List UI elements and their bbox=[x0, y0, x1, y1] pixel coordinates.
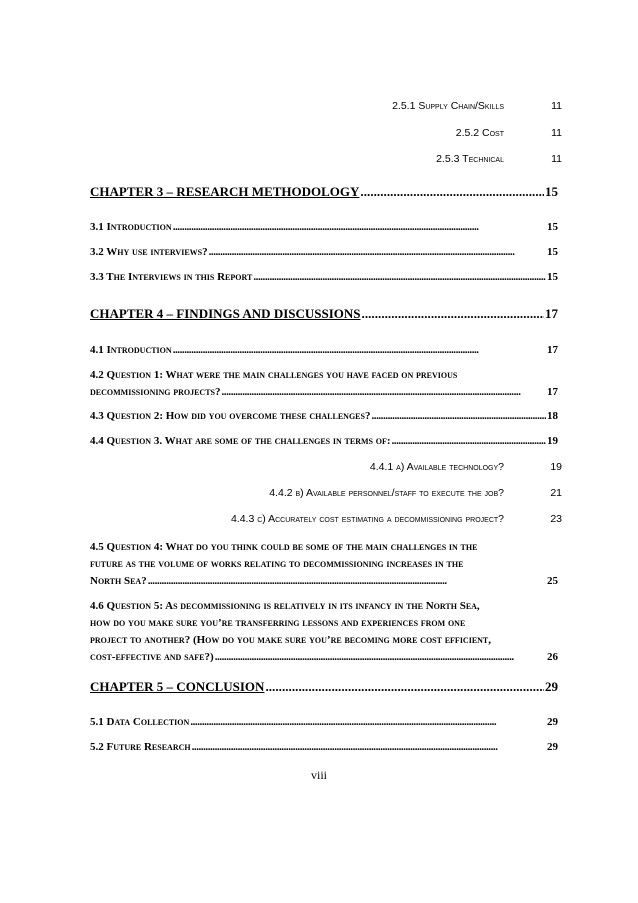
toc-entry-page: 17 bbox=[547, 386, 558, 398]
leader-dots bbox=[253, 271, 546, 283]
toc-entry-page: 15 bbox=[545, 184, 558, 199]
toc-entry-2-5-3[interactable] bbox=[436, 153, 562, 169]
toc-entry-label-line: how do you make sure you’re transferring lessons and experiences from one bbox=[90, 617, 466, 629]
toc-entry-label: 5.1 Data Collection bbox=[90, 716, 190, 728]
toc-section-4-3[interactable] bbox=[90, 410, 558, 422]
toc-entry-label-line: project to another? (How do you make sure you’re becoming more cost efficient, bbox=[90, 634, 492, 646]
toc-entry-label-line: 4.5 Question 4: What do you think could be some of the main challenges in the bbox=[90, 541, 478, 553]
toc-entry-label: 2.5.1 Supply Chain/Skills bbox=[392, 100, 504, 112]
leader-dots bbox=[173, 344, 546, 356]
toc-entry-page: 18 bbox=[547, 410, 558, 422]
toc-entry-label-line: 4.2 Question 1: What were the main challenges you have faced on previous bbox=[90, 369, 458, 381]
toc-entry-page: 19 bbox=[547, 435, 558, 447]
toc-entry-label: CHAPTER 5 – CONCLUSION bbox=[90, 679, 265, 694]
toc-entry-label-line: cost-effective and safe?) bbox=[90, 651, 214, 663]
toc-entry-label: 4.3 Question 2: How did you overcome these challenges? bbox=[90, 410, 371, 422]
toc-entry-label: CHAPTER 3 – RESEARCH METHODOLOGY bbox=[90, 184, 360, 199]
toc-chapter-5[interactable] bbox=[90, 679, 558, 695]
toc-entry-page: 26 bbox=[547, 651, 558, 663]
leader-dots bbox=[265, 679, 544, 695]
toc-entry-label: 3.2 Why use interviews? bbox=[90, 246, 208, 258]
leader-dots bbox=[192, 741, 546, 753]
leader-dots bbox=[190, 716, 546, 728]
toc-entry-page: 15 bbox=[547, 221, 558, 233]
toc-section-3-1[interactable] bbox=[90, 221, 558, 233]
toc-entry-label: 4.4 Question 3. What are some of the challenges in terms of: bbox=[90, 435, 391, 447]
toc-entry-4-4-3[interactable] bbox=[231, 513, 562, 529]
leader-dots bbox=[222, 384, 547, 401]
toc-entry-page: 29 bbox=[547, 716, 558, 728]
toc-entry-label: 4.4.2 b) Available personnel/staff to execute the job? bbox=[269, 487, 504, 499]
toc-entry-label: 3.1 Introduction bbox=[90, 221, 172, 233]
toc-entry-2-5-1[interactable] bbox=[392, 100, 562, 116]
leader-dots bbox=[362, 306, 544, 322]
toc-entry-page: 15 bbox=[547, 246, 558, 258]
toc-entry-label: 4.4.3 c) Accurately cost estimating a decommissioning project? bbox=[230, 513, 504, 525]
toc-entry-4-4-1[interactable] bbox=[370, 461, 562, 477]
toc-chapter-4[interactable] bbox=[90, 306, 558, 322]
toc-entry-page: 11 bbox=[551, 153, 562, 165]
toc-entry-label-line: future as the volume of works relating to decommissioning increases in the bbox=[90, 558, 464, 570]
toc-entry-label: CHAPTER 4 – FINDINGS AND DISCUSSIONS bbox=[90, 306, 361, 321]
toc-entry-label-line: 4.6 Question 5: As decommissioning is relatively in its infancy in the North Sea, bbox=[90, 600, 480, 612]
toc-entry-page: 19 bbox=[550, 461, 562, 473]
toc-entry-label: 3.3 The Interviews in this Report bbox=[90, 271, 253, 283]
toc-entry-label: 4.4.1 a) Available technology? bbox=[369, 461, 504, 473]
toc-entry-page: 15 bbox=[547, 271, 558, 283]
toc-chapter-3[interactable] bbox=[90, 184, 558, 200]
leader-dots bbox=[173, 221, 546, 233]
leader-dots bbox=[209, 246, 546, 258]
toc-entry-page: 25 bbox=[547, 575, 558, 587]
toc-entry-page: 29 bbox=[547, 741, 558, 753]
toc-entry-page: 11 bbox=[551, 127, 562, 139]
leader-dots bbox=[371, 410, 546, 422]
toc-entry-label: 5.2 Future Research bbox=[90, 741, 191, 753]
toc-entry-label-line: North Sea? bbox=[90, 575, 147, 587]
toc-entry-page: 21 bbox=[550, 487, 562, 499]
toc-section-3-3[interactable] bbox=[90, 271, 558, 283]
toc-entry-page: 23 bbox=[550, 513, 562, 525]
toc-entry-label: 2.5.2 Cost bbox=[455, 127, 504, 139]
toc-entry-page: 11 bbox=[551, 100, 562, 112]
toc-entry-page: 17 bbox=[545, 306, 558, 321]
leader-dots bbox=[215, 649, 546, 666]
toc-entry-label-line: decommissioning projects? bbox=[90, 386, 221, 398]
toc-entry-4-4-2[interactable] bbox=[269, 487, 562, 503]
toc-entry-2-5-2[interactable] bbox=[456, 127, 562, 143]
leader-dots bbox=[360, 184, 544, 200]
toc-section-4-1[interactable] bbox=[90, 344, 558, 356]
toc-section-4-4[interactable] bbox=[90, 435, 558, 447]
toc-entry-page: 29 bbox=[545, 679, 558, 694]
toc-entry-label: 2.5.3 Technical bbox=[436, 153, 504, 165]
toc-section-4-2[interactable] bbox=[90, 367, 558, 401]
toc-section-4-5[interactable] bbox=[90, 539, 558, 590]
toc-section-3-2[interactable] bbox=[90, 246, 558, 258]
toc-entry-page: 17 bbox=[547, 344, 558, 356]
toc-section-5-2[interactable] bbox=[90, 741, 558, 753]
page-number: viii bbox=[310, 768, 327, 782]
leader-dots bbox=[392, 435, 547, 447]
toc-section-5-1[interactable] bbox=[90, 716, 558, 728]
toc-section-4-6[interactable] bbox=[90, 598, 558, 666]
toc-entry-label: 4.1 Introduction bbox=[90, 344, 172, 356]
leader-dots bbox=[148, 573, 546, 590]
